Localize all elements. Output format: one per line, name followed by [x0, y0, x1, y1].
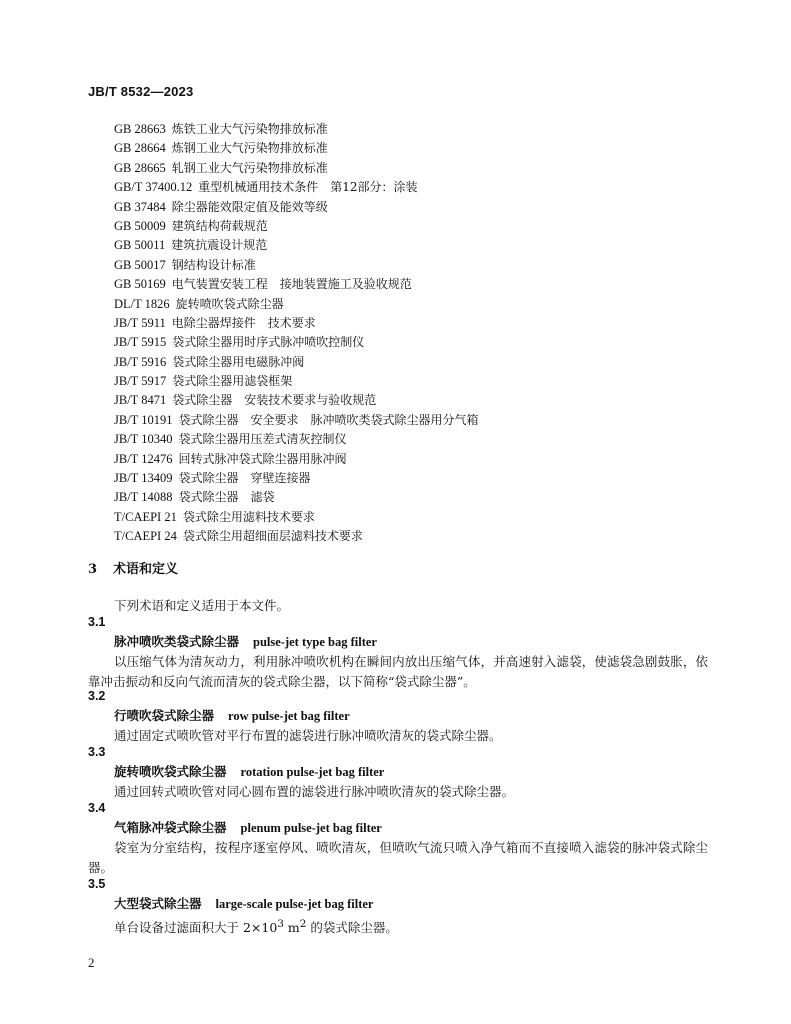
term-entry	[88, 742, 708, 802]
reference-item	[114, 256, 478, 275]
section-heading	[88, 558, 178, 577]
reference-title: 重型机械通用技术条件 第12部分：涂装	[198, 180, 418, 195]
reference-code: JB/T 5916	[114, 354, 167, 369]
reference-title: 袋式除尘器 穿壁连接器	[178, 471, 311, 486]
reference-item	[114, 217, 478, 236]
reference-item	[114, 488, 478, 507]
reference-item	[114, 139, 478, 158]
reference-title: 回转式脉冲袋式除尘器用脉冲阀	[178, 451, 347, 466]
reference-item	[114, 450, 478, 469]
reference-code: GB 28665	[114, 160, 166, 175]
term-zh: 旋转喷吹袋式除尘器	[114, 764, 227, 779]
term-definition-part: 的袋式除尘器。	[306, 920, 398, 936]
term-definition: 以压缩气体为清灰动力，利用脉冲喷吹机构在瞬间内放出压缩气体，并高速射入滤袋，使滤袋急剧鼓胀，依靠冲击振动和反向气流而清灰的袋式除尘器，以下简称“袋式除尘器”。	[88, 654, 708, 689]
reference-item	[114, 333, 478, 352]
reference-item	[114, 236, 478, 255]
term-heading	[88, 706, 708, 726]
reference-code: T/CAEPI 24	[114, 529, 177, 544]
term-zh: 脉冲喷吹类袋式除尘器	[114, 634, 240, 649]
reference-title: 建筑结构荷载规范	[171, 218, 268, 233]
term-heading	[88, 632, 708, 652]
term-entry	[88, 686, 708, 746]
term-number: 3.4	[88, 801, 106, 815]
reference-title: 电除尘器焊接件 技术要求	[171, 315, 316, 330]
reference-code: JB/T 5911	[114, 315, 166, 330]
reference-item	[114, 159, 478, 178]
reference-item	[114, 314, 478, 333]
term-number: 3.3	[88, 745, 106, 759]
reference-code: JB/T 13409	[114, 471, 173, 486]
reference-item	[114, 353, 478, 372]
term-zh: 大型袋式除尘器	[114, 896, 202, 911]
reference-item	[114, 391, 478, 410]
reference-code: T/CAEPI 21	[114, 509, 177, 524]
reference-title: 除尘器能效限定值及能效等级	[171, 199, 328, 214]
term-entry	[88, 874, 708, 938]
reference-code: GB 50017	[114, 257, 166, 272]
term-number: 3.5	[88, 877, 106, 891]
reference-title: 袋式除尘用超细面层滤料技术要求	[182, 529, 363, 544]
reference-item	[114, 295, 478, 314]
reference-item	[114, 275, 478, 294]
term-definition: 通过回转式喷吹管对同心圆布置的滤袋进行脉冲喷吹清灰的袋式除尘器。	[114, 784, 515, 799]
reference-item	[114, 508, 478, 527]
reference-item	[114, 120, 478, 139]
reference-code: GB 50169	[114, 277, 166, 292]
reference-title: 袋式除尘用滤料技术要求	[182, 509, 315, 524]
reference-title: 电气装置安装工程 接地装置施工及验收规范	[171, 277, 412, 292]
term-heading	[88, 894, 708, 914]
reference-title: 轧钢工业大气污染物排放标准	[171, 160, 328, 175]
reference-item	[114, 178, 478, 197]
reference-code: GB 28663	[114, 122, 166, 136]
term-definition: 通过固定式喷吹管对平行布置的滤袋进行脉冲喷吹清灰的袋式除尘器。	[114, 728, 502, 743]
term-zh: 行喷吹袋式除尘器	[114, 708, 215, 723]
page-number: 2	[88, 955, 95, 970]
term-definition-part: 单台设备过滤面积大于 2×10	[114, 920, 278, 936]
reference-code: JB/T 10340	[114, 432, 173, 447]
reference-code: JB/T 14088	[114, 490, 173, 505]
section-intro: 下列术语和定义适用于本文件。	[114, 598, 290, 613]
section-number: 3	[88, 562, 98, 577]
term-definition: 袋室为分室结构，按程序逐室停风、喷吹清灰，但喷吹气流只喷入净气箱而不直接喷入滤袋的脉冲袋式除尘器。	[88, 840, 708, 875]
reference-item	[114, 527, 478, 546]
exponent: 3	[277, 918, 284, 930]
term-zh: 气箱脉冲袋式除尘器	[114, 820, 227, 835]
reference-code: GB 50009	[114, 218, 166, 233]
reference-title: 袋式除尘器用电磁脉冲阀	[172, 354, 305, 369]
term-number: 3.2	[88, 689, 106, 703]
term-en: row pulse-jet bag filter	[228, 709, 350, 723]
term-definition-part: m	[283, 920, 300, 936]
document-id-header: JB/T 8532—2023	[88, 84, 194, 99]
term-number: 3.1	[88, 615, 106, 629]
term-heading	[88, 762, 708, 782]
normative-references-list	[114, 120, 478, 547]
term-heading	[88, 818, 708, 838]
reference-title: 钢结构设计标准	[171, 257, 256, 272]
reference-item	[114, 372, 478, 391]
reference-code: JB/T 5917	[114, 374, 167, 389]
term-en: plenum pulse-jet bag filter	[240, 821, 382, 835]
reference-item	[114, 198, 478, 217]
reference-code: GB 37484	[114, 199, 166, 214]
reference-title: 袋式除尘器 安全要求 脉冲喷吹类袋式除尘器用分气箱	[178, 412, 479, 427]
reference-code: JB/T 10191	[114, 412, 173, 427]
reference-item	[114, 469, 478, 488]
reference-title: 炼钢工业大气污染物排放标准	[171, 141, 328, 156]
reference-code: JB/T 8471	[114, 393, 167, 408]
reference-title: 袋式除尘器用时序式脉冲喷吹控制仪	[172, 335, 365, 350]
exponent: 2	[299, 918, 307, 930]
reference-code: DL/T 1826	[114, 296, 170, 311]
reference-title: 袋式除尘器用压差式清灰控制仪	[178, 432, 347, 447]
reference-title: 建筑抗震设计规范	[171, 238, 268, 253]
reference-code: GB 28664	[114, 141, 166, 156]
reference-code: GB 50011	[114, 238, 166, 253]
reference-title: 炼铁工业大气污染物排放标准	[171, 122, 328, 136]
reference-title: 袋式除尘器用滤袋框架	[172, 374, 293, 389]
term-en: rotation pulse-jet bag filter	[240, 765, 385, 779]
reference-title: 袋式除尘器 安装技术要求与验收规范	[172, 393, 377, 408]
reference-code: GB/T 37400.12	[114, 180, 193, 195]
term-en: pulse-jet type bag filter	[253, 635, 377, 649]
reference-code: JB/T 12476	[114, 451, 173, 466]
reference-title: 袋式除尘器 滤袋	[178, 490, 275, 505]
reference-item	[114, 430, 478, 449]
term-en: large-scale pulse-jet bag filter	[215, 897, 374, 911]
term-entry	[88, 798, 708, 878]
reference-item	[114, 411, 478, 430]
term-entry	[88, 612, 708, 692]
term-definition	[88, 914, 708, 938]
section-title: 术语和定义	[113, 562, 179, 577]
reference-title: 旋转喷吹袋式除尘器	[175, 296, 284, 311]
reference-code: JB/T 5915	[114, 335, 167, 350]
